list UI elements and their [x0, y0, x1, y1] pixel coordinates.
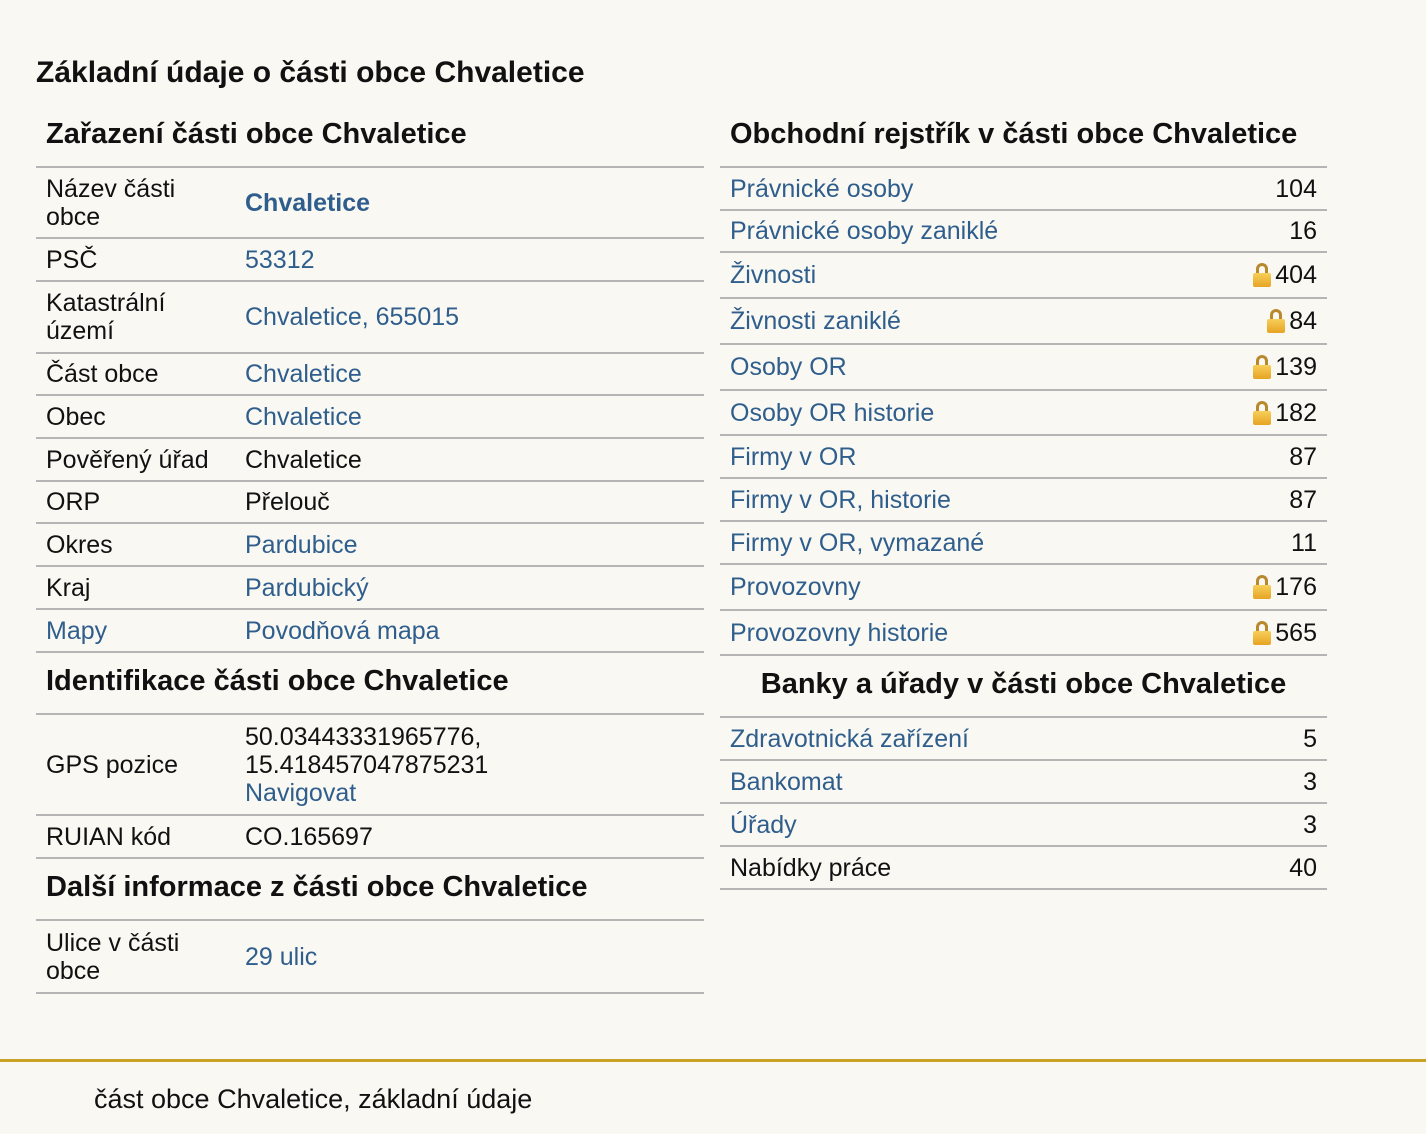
- table-row: [36, 815, 704, 858]
- table-row: [720, 252, 1327, 298]
- table-row: [36, 168, 704, 238]
- row-count: [1190, 390, 1327, 435]
- row-label: [720, 564, 1190, 610]
- streets-link[interactable]: 29 ulic: [245, 942, 318, 971]
- row-label: Obec: [36, 395, 235, 438]
- row-count: 104: [1190, 168, 1327, 210]
- row-value: [235, 566, 704, 609]
- table-row: [36, 238, 704, 281]
- left-column: [36, 112, 704, 994]
- cadastral-link[interactable]: Chvaletice, 655015: [245, 303, 460, 331]
- table-row: [720, 846, 1327, 889]
- or-persons-link[interactable]: Osoby OR: [730, 353, 847, 381]
- trades-link[interactable]: Živnosti: [730, 261, 817, 289]
- count-value: 182: [1275, 398, 1317, 427]
- row-label: [720, 435, 1190, 478]
- lock-icon: [1253, 401, 1271, 425]
- row-count: 87: [1190, 435, 1327, 478]
- table-row: [36, 921, 704, 993]
- region-link[interactable]: Pardubický: [245, 573, 369, 602]
- row-label: Okres: [36, 523, 235, 566]
- lock-icon: [1253, 575, 1271, 599]
- row-count: 87: [1190, 478, 1327, 521]
- table-row: [720, 718, 1327, 760]
- row-label: [720, 478, 1190, 521]
- row-label: Část obce: [36, 353, 235, 395]
- or-companies-deleted-link[interactable]: Firmy v OR, vymazané: [730, 528, 985, 557]
- table-row: [36, 281, 704, 353]
- flood-map-link[interactable]: Povodňová mapa: [245, 616, 440, 645]
- table-row: [720, 168, 1327, 210]
- row-label: [720, 803, 1232, 846]
- district-link[interactable]: Pardubice: [245, 530, 358, 559]
- zarazeni-table: [36, 168, 704, 653]
- row-value: [235, 238, 704, 281]
- table-row: [720, 478, 1327, 521]
- row-value: [235, 921, 704, 993]
- row-value: [235, 523, 704, 566]
- row-label: PSČ: [36, 238, 235, 281]
- row-value: Chvaletice: [235, 438, 704, 481]
- table-row: [36, 523, 704, 566]
- table-row: [36, 438, 704, 481]
- row-label: Název části obce: [36, 168, 235, 238]
- psc-link[interactable]: 53312: [245, 245, 315, 274]
- health-facilities-link[interactable]: Zdravotnická zařízení: [730, 724, 969, 753]
- count-value: 139: [1275, 353, 1317, 381]
- row-label: ORP: [36, 481, 235, 523]
- table-row: [36, 566, 704, 609]
- or-persons-history-link[interactable]: Osoby OR historie: [730, 398, 935, 427]
- row-label: [720, 390, 1190, 435]
- table-row: [720, 298, 1327, 344]
- row-label: Nabídky práce: [720, 846, 1232, 889]
- page-title: Základní údaje o části obce Chvaletice: [36, 56, 585, 89]
- row-label: [720, 760, 1232, 803]
- row-count: [1190, 564, 1327, 610]
- row-label: Ulice v části obce: [36, 921, 235, 993]
- row-label: [720, 252, 1190, 298]
- row-label: RUIAN kód: [36, 815, 235, 858]
- row-label: [720, 610, 1190, 655]
- row-value: [235, 281, 704, 353]
- row-count: 16: [1190, 210, 1327, 252]
- row-label: Kraj: [36, 566, 235, 609]
- lock-icon: [1253, 621, 1271, 645]
- table-row: [720, 564, 1327, 610]
- lock-icon: [1267, 309, 1285, 333]
- table-row: [36, 715, 704, 815]
- row-count: 11: [1190, 521, 1327, 564]
- row-label: [720, 298, 1190, 344]
- count-value: 84: [1289, 307, 1317, 335]
- lock-icon: [1253, 263, 1271, 287]
- part-link[interactable]: Chvaletice: [245, 360, 362, 388]
- row-label: Pověřený úřad: [36, 438, 235, 481]
- row-label: GPS pozice: [36, 715, 235, 815]
- count-value: 565: [1275, 618, 1317, 647]
- row-label: [720, 718, 1232, 760]
- footer-divider: [0, 1059, 1426, 1062]
- table-row: [720, 390, 1327, 435]
- row-value: CO.165697: [235, 815, 704, 858]
- municipality-link[interactable]: Chvaletice: [245, 402, 362, 431]
- part-name-link[interactable]: Chvaletice: [245, 188, 371, 217]
- row-label: [36, 609, 235, 652]
- row-count: 5: [1232, 718, 1327, 760]
- banky-table: [720, 718, 1327, 890]
- lock-icon: [1253, 355, 1271, 379]
- table-row: [36, 481, 704, 523]
- identifikace-table: [36, 715, 704, 859]
- or-companies-history-link[interactable]: Firmy v OR, historie: [730, 485, 951, 514]
- offices-link[interactable]: Úřady: [730, 810, 797, 839]
- row-value: [235, 353, 704, 395]
- row-value: [235, 395, 704, 438]
- row-value: Přelouč: [235, 481, 704, 523]
- defunct-legal-entities-link[interactable]: Právnické osoby zaniklé: [730, 217, 999, 245]
- gps-latitude: 50.03443331965776,: [245, 722, 482, 751]
- table-row: [720, 803, 1327, 846]
- row-label: [720, 168, 1190, 210]
- row-count: [1190, 298, 1327, 344]
- dalsi-table: [36, 921, 704, 994]
- table-row: [720, 210, 1327, 252]
- section-title-banky: Banky a úřady v části obce Chvaletice: [720, 656, 1327, 718]
- row-label: [720, 521, 1190, 564]
- row-count: [1190, 344, 1327, 390]
- table-row: [36, 353, 704, 395]
- section-title-rejstrik: Obchodní rejstřík v části obce Chvaletice: [720, 112, 1327, 168]
- row-count: 3: [1232, 803, 1327, 846]
- section-title-identifikace: Identifikace části obce Chvaletice: [36, 653, 704, 715]
- table-row: [720, 760, 1327, 803]
- row-value: [235, 609, 704, 652]
- section-title-dalsi: Další informace z části obce Chvaletice: [36, 859, 704, 921]
- row-label: [720, 210, 1190, 252]
- table-row: [720, 610, 1327, 655]
- premises-link[interactable]: Provozovny: [730, 573, 861, 601]
- legal-entities-link[interactable]: Právnické osoby: [730, 174, 914, 203]
- table-row: [720, 521, 1327, 564]
- section-title-zarazeni: Zařazení části obce Chvaletice: [36, 112, 704, 168]
- right-column: [720, 112, 1327, 890]
- count-value: 404: [1275, 261, 1317, 289]
- row-count: [1190, 252, 1327, 298]
- row-count: [1190, 610, 1327, 655]
- footer-caption: část obce Chvaletice, základní údaje: [94, 1084, 533, 1114]
- table-row: [720, 435, 1327, 478]
- row-label: Katastrální území: [36, 281, 235, 353]
- gps-value: [235, 715, 704, 815]
- atm-link[interactable]: Bankomat: [730, 767, 843, 796]
- count-value: 176: [1275, 573, 1317, 601]
- row-count: 3: [1232, 760, 1327, 803]
- row-value: [235, 168, 704, 238]
- table-row: [720, 344, 1327, 390]
- rejstrik-table: [720, 168, 1327, 656]
- gps-longitude: 15.418457047875231: [245, 750, 489, 779]
- navigate-link[interactable]: Navigovat: [245, 778, 357, 807]
- row-count: 40: [1232, 846, 1327, 889]
- table-row: [36, 395, 704, 438]
- or-companies-link[interactable]: Firmy v OR: [730, 442, 857, 471]
- row-label: [720, 344, 1190, 390]
- maps-link[interactable]: Mapy: [46, 616, 108, 645]
- table-row: [36, 609, 704, 652]
- defunct-trades-link[interactable]: Živnosti zaniklé: [730, 307, 901, 335]
- premises-history-link[interactable]: Provozovny historie: [730, 618, 949, 647]
